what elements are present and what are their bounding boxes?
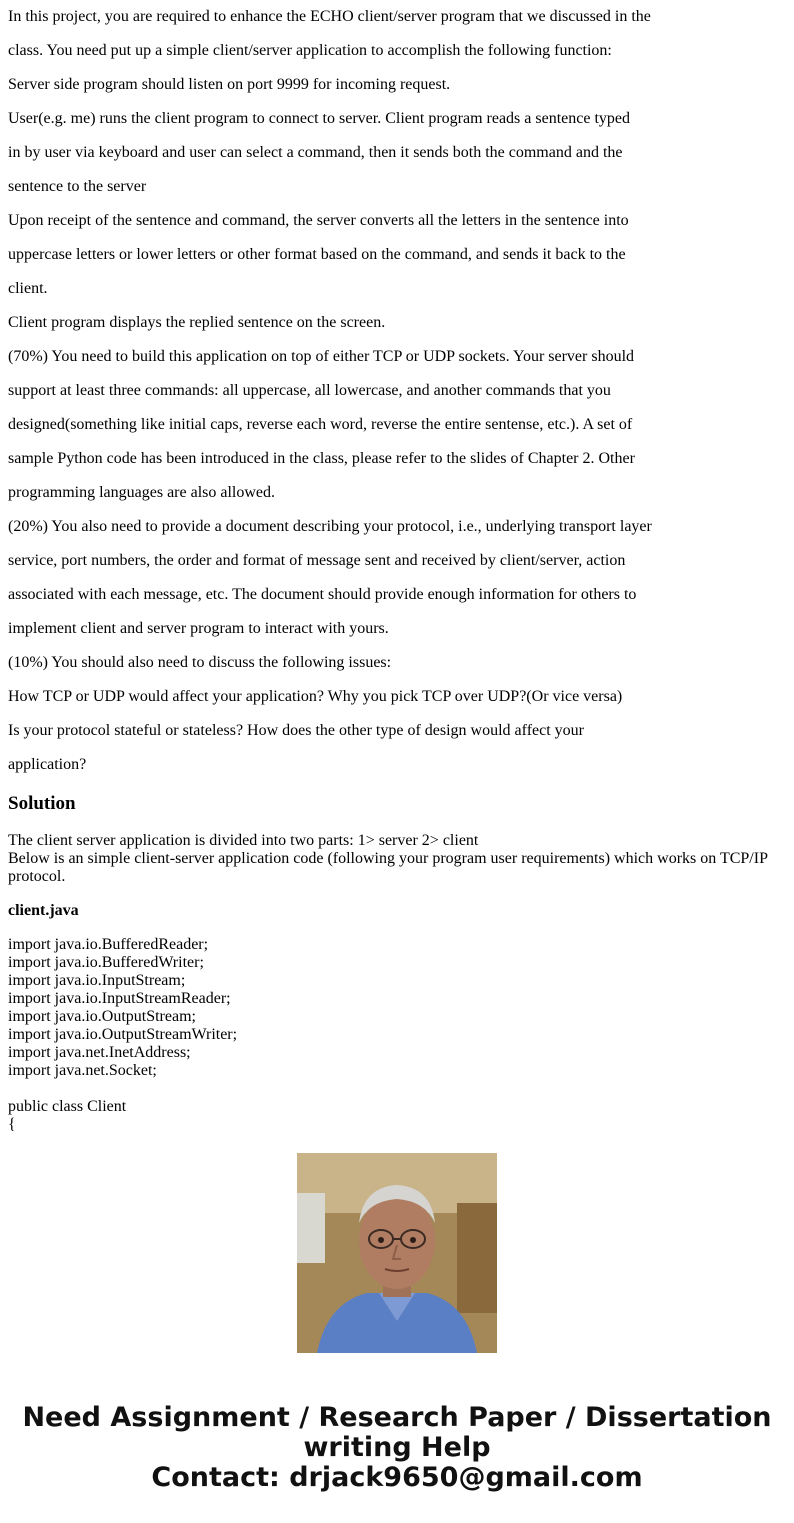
avatar-eye-left xyxy=(378,1237,384,1243)
question-line: sample Python code has been introduced in the class, please refer to the slides of Chapter 2. Other xyxy=(8,450,635,467)
solution-body xyxy=(8,832,786,1133)
question-line: associated with each message, etc. The document should provide enough information for others to xyxy=(8,586,637,603)
code-file-title: client.java xyxy=(8,902,79,919)
solution-intro-line: Below is an simple client-server application code (following your program user requirements) which works on TCP/IP protocol. xyxy=(8,850,768,885)
code-block: import java.io.BufferedReader; import java.io.BufferedWriter; import java.io.InputStream; import java.io.InputStreamReader; import java.io.OutputStream; import java.io.OutputStreamWriter; import java.net.InetAddress; import java.net.Socket; public class Client { xyxy=(8,936,238,1133)
question-line: How TCP or UDP would affect your application? Why you pick TCP over UDP?(Or vice versa) xyxy=(8,688,623,705)
question-line: (20%) You also need to provide a document describing your protocol, i.e., underlying transport layer xyxy=(8,518,652,535)
question-line: Upon receipt of the sentence and command, the server converts all the letters in the sentence into xyxy=(8,212,629,229)
question-line: User(e.g. me) runs the client program to connect to server. Client program reads a sentence typed xyxy=(8,110,630,127)
footer-line: writing Help xyxy=(303,1432,491,1463)
question-text xyxy=(8,0,668,782)
avatar-eye-right xyxy=(410,1237,416,1243)
footer-line: Need Assignment / Research Paper / Dissertation xyxy=(22,1402,772,1433)
question-line: uppercase letters or lower letters or other format based on the command, and sends it back to the xyxy=(8,246,626,263)
question-line: service, port numbers, the order and format of message sent and received by client/server, action xyxy=(8,552,626,569)
question-line: designed(something like initial caps, reverse each word, reverse the entire sentense, etc.). A set of xyxy=(8,416,633,433)
question-line: (10%) You should also need to discuss the following issues: xyxy=(8,654,392,671)
question-line: Client program displays the replied sentence on the screen. xyxy=(8,314,386,331)
question-line: Is your protocol stateful or stateless? How does the other type of design would affect your xyxy=(8,722,584,739)
avatar-switchboard xyxy=(297,1193,325,1263)
question-line: client. xyxy=(8,280,48,297)
question-line: Server side program should listen on port 9999 for incoming request. xyxy=(8,76,451,93)
question-line: implement client and server program to interact with yours. xyxy=(8,620,389,637)
question-line: (70%) You need to build this application on top of either TCP or UDP sockets. Your server should xyxy=(8,348,635,365)
avatar-cabinet xyxy=(457,1203,497,1313)
question-line: programming languages are also allowed. xyxy=(8,484,276,501)
avatar-photo xyxy=(297,1153,497,1353)
question-line: support at least three commands: all uppercase, all lowercase, and another commands that you xyxy=(8,382,611,399)
author-avatar xyxy=(297,1153,497,1353)
question-line: sentence to the server xyxy=(8,178,147,195)
solution-heading: Solution xyxy=(8,793,76,814)
footer-contact-line: Contact: drjack9650@gmail.com xyxy=(151,1462,643,1493)
question-line: In this project, you are required to enhance the ECHO client/server program that we discussed in the xyxy=(8,8,651,25)
question-line: in by user via keyboard and user can select a command, then it sends both the command and the xyxy=(8,144,623,161)
question-line: class. You need put up a simple client/server application to accomplish the following function: xyxy=(8,42,612,59)
solution-intro-line: The client server application is divided into two parts: 1> server 2> client xyxy=(8,832,479,849)
question-line: application? xyxy=(8,756,87,773)
footer-contact xyxy=(0,1403,794,1493)
